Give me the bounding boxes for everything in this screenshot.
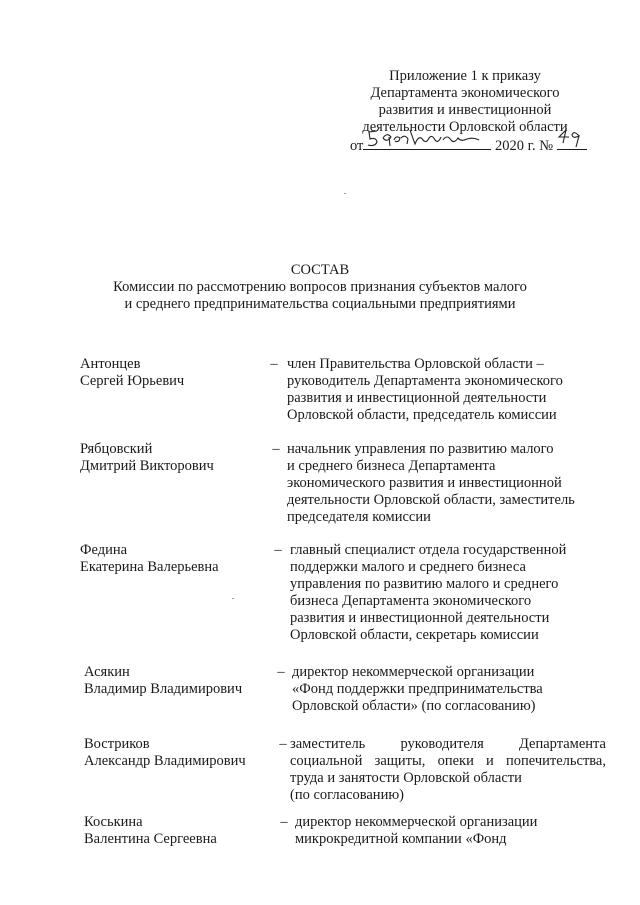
role-line: развития и инвестиционной деятельности (287, 390, 547, 406)
role-line: директор некоммерческой организации (295, 814, 538, 830)
title-heading: СОСТАВ (290, 262, 350, 278)
role-line: экономического развития и инвестиционной (287, 475, 562, 491)
member-fullname (84, 736, 274, 770)
appendix-line: Департамента экономического (370, 85, 560, 101)
member-dash: – (270, 356, 278, 372)
member-surname: Рябцовский (80, 441, 153, 457)
member-role (292, 664, 622, 715)
scan-speck (344, 193, 346, 194)
appendix-line: деятельности Орловской области (362, 119, 568, 135)
member-fullname (80, 441, 270, 475)
member-given-names: Екатерина Валерьевна (80, 559, 219, 575)
role-line: член Правительства Орловской области – (287, 356, 544, 372)
member-surname: Антонцев (80, 356, 141, 372)
role-line: председателя комиссии (287, 509, 431, 525)
member-fullname (80, 542, 270, 576)
member-role (290, 736, 606, 804)
role-line: директор некоммерческой организации (292, 664, 535, 680)
member-dash: – (272, 441, 280, 457)
member-given-names: Александр Владимирович (84, 753, 246, 769)
role-line: Орловской области, председатель комиссии (287, 407, 557, 423)
handwritten-number-signature (557, 128, 587, 150)
handwritten-date (363, 136, 491, 150)
member-surname: Коськина (84, 814, 143, 830)
title-subtitle-line: Комиссии по рассмотрению вопросов признания субъектов малого (113, 279, 527, 295)
appendix-header (345, 68, 585, 136)
role-line: поддержки малого и среднего бизнеса (290, 559, 526, 575)
member-given-names: Валентина Сергеевна (84, 831, 217, 847)
role-line: руководитель Департамента экономического (287, 373, 563, 389)
role-line: главный специалист отдела государственной (290, 542, 567, 558)
handwritten-date-signature (363, 128, 491, 150)
member-dash: – (280, 814, 288, 830)
title-subtitle-line: и среднего предпринимательства социальными предприятиями (124, 296, 516, 312)
handwritten-order-number (557, 136, 587, 150)
member-role (295, 814, 625, 848)
role-line: «Фонд поддержки предпринимательства (292, 681, 543, 697)
appendix-line: развития и инвестиционной (378, 102, 552, 118)
role-line: социальной защиты, опеки и попечительства, (290, 753, 606, 769)
member-dash: – (279, 736, 287, 752)
role-line: деятельности Орловской области, заместитель (287, 492, 575, 508)
scan-speck (232, 598, 234, 599)
date-suffix: 2020 г. № (495, 138, 554, 154)
member-given-names: Дмитрий Викторович (80, 458, 214, 474)
member-role (287, 356, 617, 424)
role-line: Орловской области» (по согласованию) (292, 698, 536, 714)
member-surname: Асякин (84, 664, 130, 680)
order-date-line (350, 136, 587, 155)
member-surname: Федина (80, 542, 128, 558)
role-line: бизнеса Департамента экономического (290, 593, 532, 609)
member-fullname (84, 814, 274, 848)
member-dash: – (274, 542, 282, 558)
member-given-names: Владимир Владимирович (84, 681, 243, 697)
member-surname: Востриков (84, 736, 150, 752)
role-line: начальник управления по развитию малого (287, 441, 554, 457)
appendix-line: Приложение 1 к приказу (389, 68, 541, 84)
member-fullname (84, 664, 274, 698)
role-line: управления по развитию малого и среднего (290, 576, 559, 592)
member-role (287, 441, 617, 526)
member-dash: – (277, 664, 285, 680)
role-line: и среднего бизнеса Департамента (287, 458, 496, 474)
role-line: заместитель руководителя Департамента (290, 736, 606, 752)
member-given-names: Сергей Юрьевич (80, 373, 185, 389)
member-role (290, 542, 620, 644)
role-line: Орловской области, секретарь комиссии (290, 627, 539, 643)
role-line: микрокредитной компании «Фонд (295, 831, 507, 847)
role-line: (по согласованию) (290, 787, 404, 803)
role-line: труда и занятости Орловской области (290, 770, 522, 786)
role-line: развития и инвестиционной деятельности (290, 610, 550, 626)
date-prefix: от (350, 138, 364, 154)
document-title (0, 262, 640, 313)
member-fullname (80, 356, 270, 390)
